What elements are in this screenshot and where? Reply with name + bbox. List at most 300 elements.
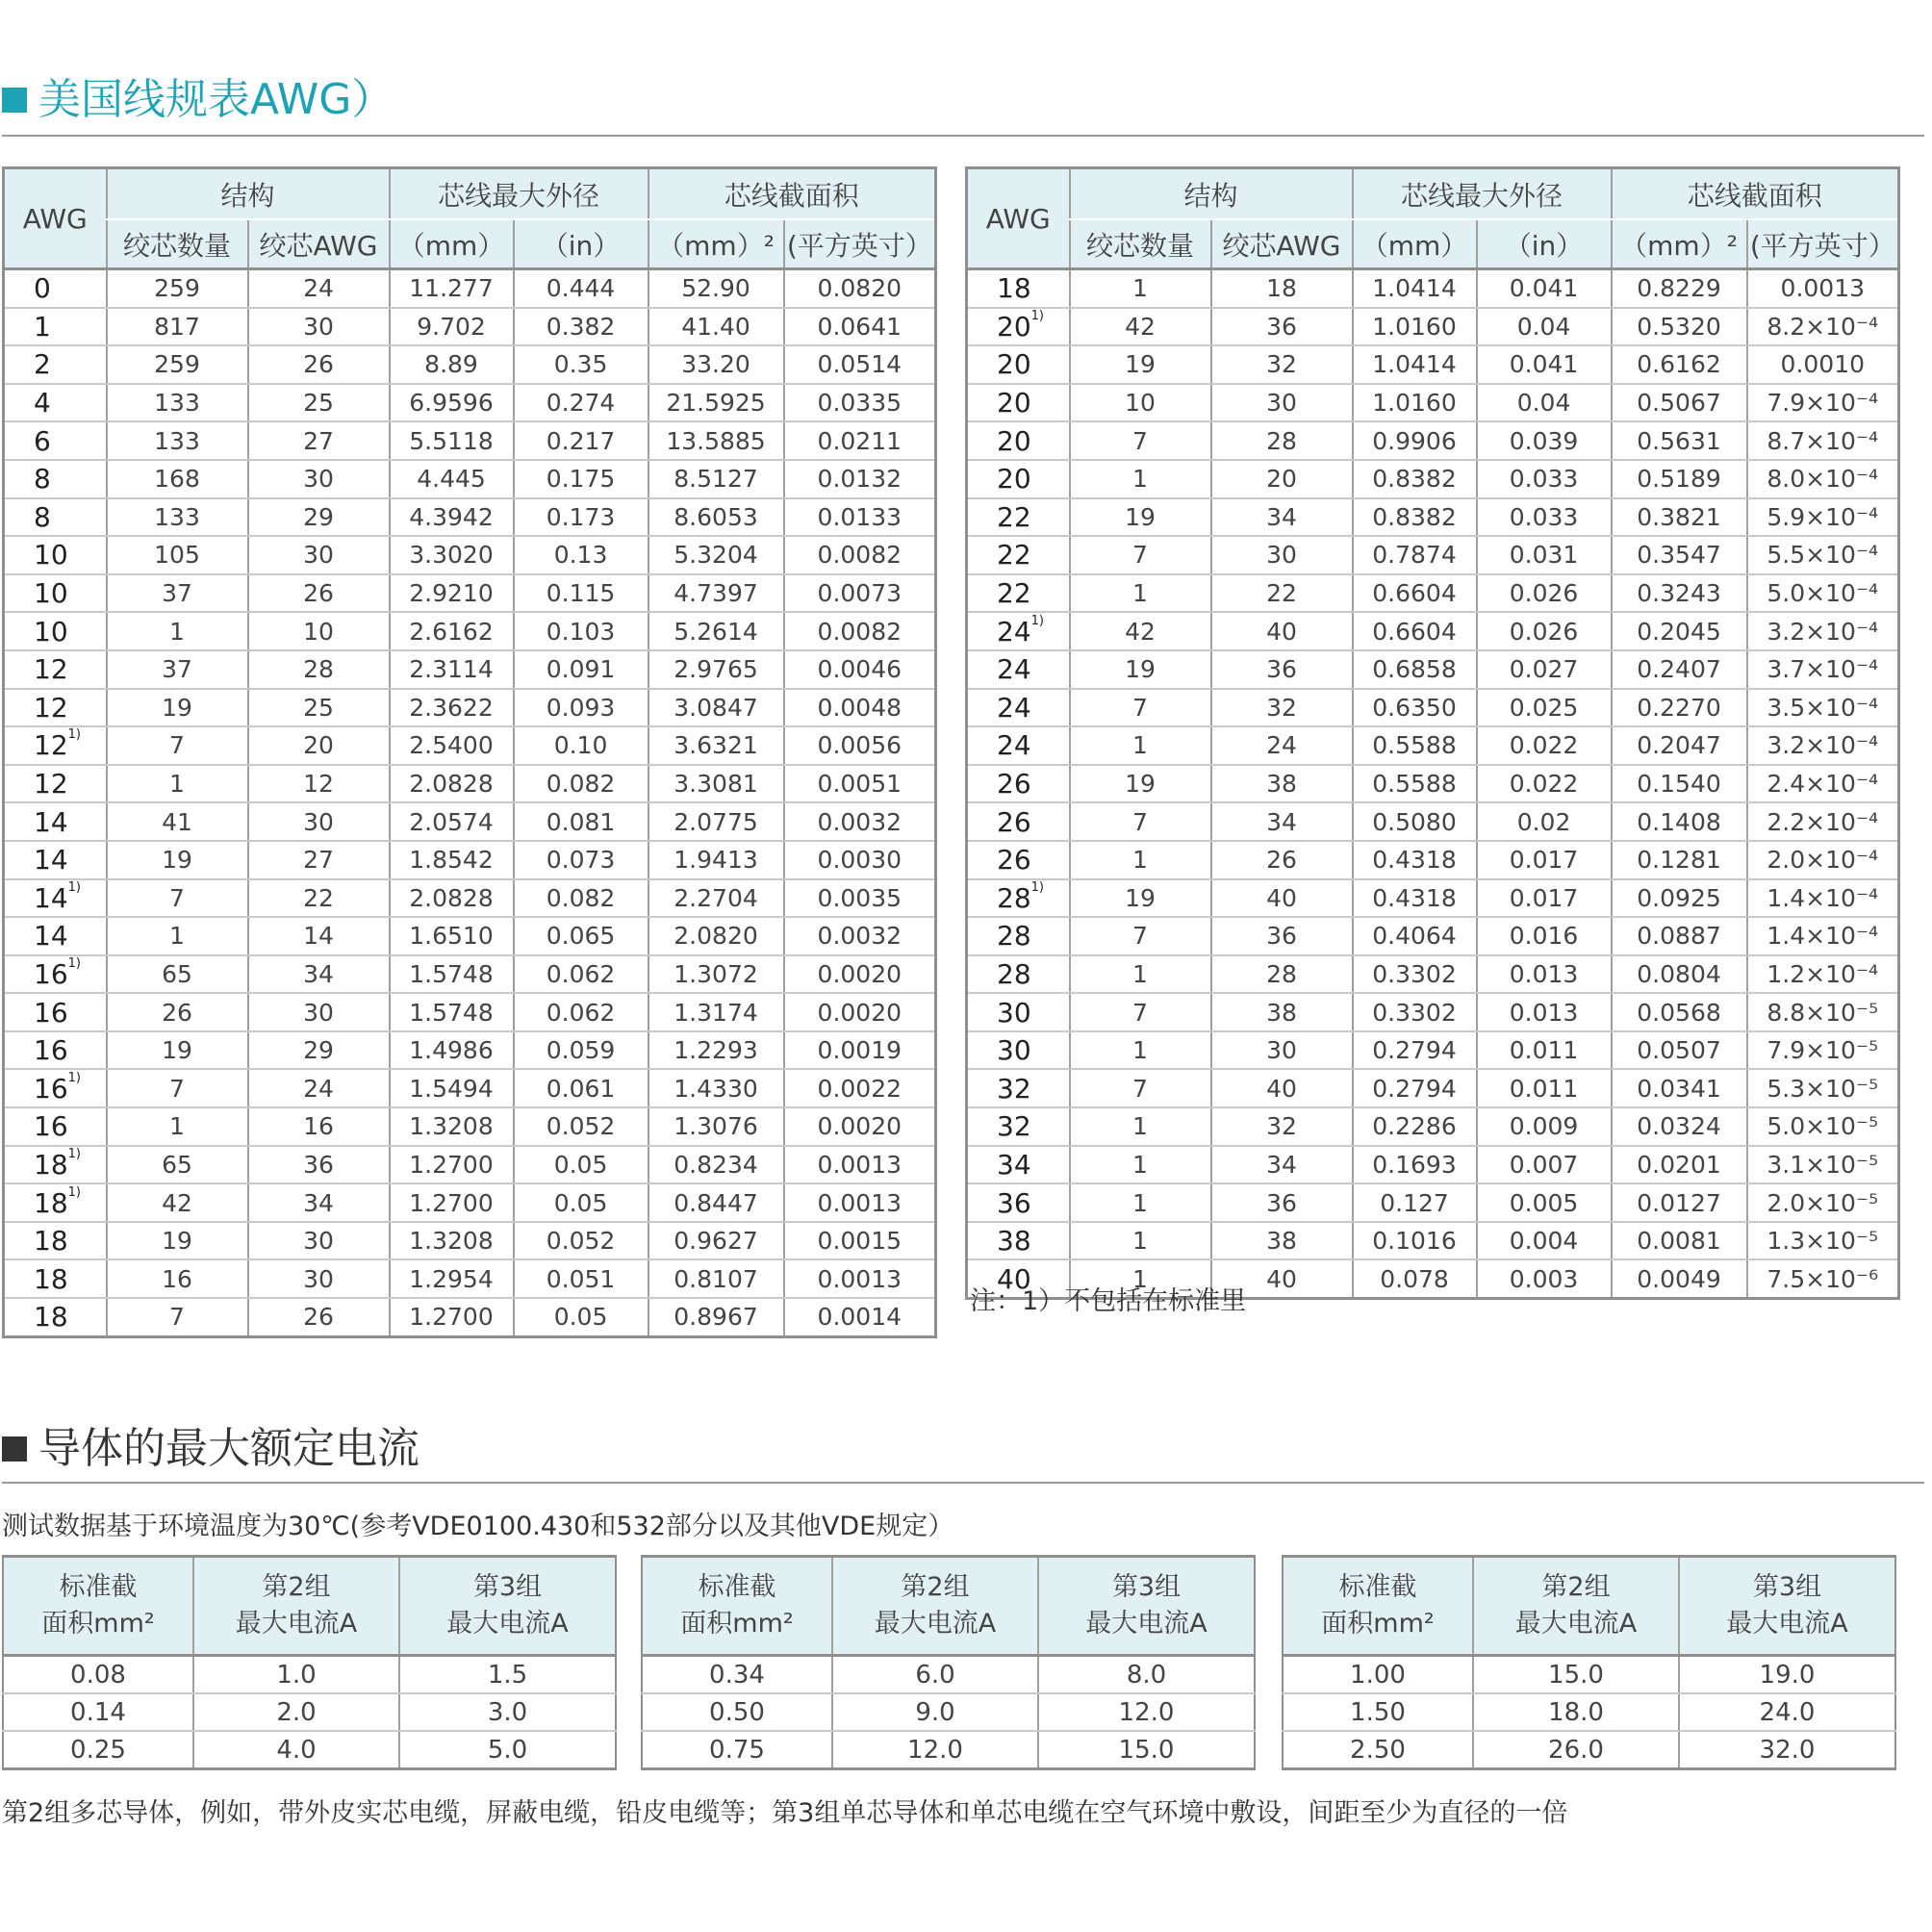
od-in-cell: 0.082 xyxy=(514,765,648,803)
table-row xyxy=(642,1731,1255,1769)
area-sqin-cell: 0.0032 xyxy=(784,917,936,955)
strand-awg-cell: 30 xyxy=(248,1222,390,1260)
od-in-cell: 0.041 xyxy=(1477,345,1612,384)
awg-cell: 20 xyxy=(967,460,1070,498)
area-mm2-cell: 0.0925 xyxy=(1612,879,1747,918)
area-sqin-cell: 0.0010 xyxy=(1747,345,1899,384)
header-structure: 结构 xyxy=(1070,168,1353,220)
od-mm-cell: 0.3302 xyxy=(1353,955,1477,994)
footnote-marker: 1) xyxy=(67,955,81,971)
group3-current-cell: 19.0 xyxy=(1679,1656,1895,1694)
od-in-cell: 0.04 xyxy=(1477,308,1612,346)
table-row xyxy=(967,726,1899,765)
area-mm2-cell: 0.3821 xyxy=(1612,498,1747,537)
awg-footnote: 注：1）不包括在标准里 xyxy=(970,1286,1247,1316)
area-sqin-cell: 5.3×10⁻⁵ xyxy=(1747,1069,1899,1107)
area-sqin-cell: 0.0013 xyxy=(784,1183,936,1222)
table-row xyxy=(4,308,936,346)
table-row xyxy=(4,1222,936,1260)
od-in-cell: 0.025 xyxy=(1477,689,1612,727)
area-mm2-cell: 3.0847 xyxy=(648,689,784,727)
table-row xyxy=(1283,1693,1895,1731)
area-sqin-cell: 0.0820 xyxy=(784,269,936,308)
strand-count-cell: 37 xyxy=(107,574,248,613)
group2-current-cell: 12.0 xyxy=(832,1731,1038,1769)
strand-count-cell: 259 xyxy=(107,269,248,308)
area-mm2-cell: 0.1281 xyxy=(1612,841,1747,879)
strand-count-cell: 1 xyxy=(1070,1183,1211,1222)
table-row xyxy=(4,650,936,689)
table-row xyxy=(4,421,936,460)
od-in-cell: 0.062 xyxy=(514,993,648,1031)
table-row xyxy=(967,384,1899,422)
od-mm-cell: 1.0414 xyxy=(1353,345,1477,384)
footnote-marker: 1) xyxy=(1030,613,1044,628)
od-mm-cell: 0.6604 xyxy=(1353,574,1477,613)
area-mm2-cell: 0.8107 xyxy=(648,1259,784,1298)
od-mm-cell: 2.5400 xyxy=(390,726,514,765)
group2-current-cell: 1.0 xyxy=(193,1656,399,1694)
od-in-cell: 0.081 xyxy=(514,802,648,841)
awg-cell: 10 xyxy=(4,574,107,613)
area-sqin-cell: 0.0211 xyxy=(784,421,936,460)
area-mm2-cell: 8.6053 xyxy=(648,498,784,537)
awg-cell: 18 xyxy=(4,1222,107,1260)
area-mm2-cell: 0.0081 xyxy=(1612,1222,1747,1260)
od-mm-cell: 0.5588 xyxy=(1353,726,1477,765)
od-in-cell: 0.35 xyxy=(514,345,648,384)
od-mm-cell: 2.3114 xyxy=(390,650,514,689)
table-row xyxy=(967,841,1899,879)
od-mm-cell: 1.5494 xyxy=(390,1069,514,1107)
area-sqin-cell: 7.9×10⁻⁴ xyxy=(1747,384,1899,422)
cross-section-cell: 1.50 xyxy=(1283,1693,1473,1731)
strand-count-cell: 26 xyxy=(107,993,248,1031)
header-strand-count: 绞芯数量 xyxy=(107,219,248,269)
area-sqin-cell: 0.0132 xyxy=(784,460,936,498)
group2-current-cell: 15.0 xyxy=(1473,1656,1679,1694)
table-row xyxy=(967,1031,1899,1070)
od-in-cell: 0.082 xyxy=(514,879,648,918)
area-mm2-cell: 1.4330 xyxy=(648,1069,784,1107)
group2-current-cell: 9.0 xyxy=(832,1693,1038,1731)
strand-awg-cell: 28 xyxy=(1211,955,1353,994)
od-in-cell: 0.274 xyxy=(514,384,648,422)
awg-cell: 18 xyxy=(967,269,1070,308)
header-cross-section: 标准截 面积mm² xyxy=(1283,1557,1473,1656)
area-sqin-cell: 5.0×10⁻⁵ xyxy=(1747,1107,1899,1146)
awg-table-left xyxy=(2,166,937,1338)
strand-awg-cell: 30 xyxy=(248,536,390,574)
area-sqin-cell: 0.0046 xyxy=(784,650,936,689)
strand-count-cell: 7 xyxy=(107,1298,248,1336)
od-mm-cell: 1.0414 xyxy=(1353,269,1477,308)
awg-cell: 6 xyxy=(4,421,107,460)
area-mm2-cell: 0.8447 xyxy=(648,1183,784,1222)
area-sqin-cell: 0.0015 xyxy=(784,1222,936,1260)
table-row xyxy=(4,574,936,613)
awg-cell: 30 xyxy=(967,993,1070,1031)
od-mm-cell: 4.3942 xyxy=(390,498,514,537)
od-mm-cell: 0.2794 xyxy=(1353,1069,1477,1107)
strand-count-cell: 19 xyxy=(1070,650,1211,689)
awg-cell: 18$^{1)}$ xyxy=(4,1146,107,1184)
od-mm-cell: 2.3622 xyxy=(390,689,514,727)
area-sqin-cell: 7.5×10⁻⁶ xyxy=(1747,1259,1899,1298)
awg-cell: 28 xyxy=(967,917,1070,955)
strand-count-cell: 1 xyxy=(107,612,248,650)
header-group3: 第3组 最大电流A xyxy=(1679,1557,1895,1656)
area-sqin-cell: 3.5×10⁻⁴ xyxy=(1747,689,1899,727)
od-in-cell: 0.033 xyxy=(1477,460,1612,498)
strand-awg-cell: 28 xyxy=(1211,421,1353,460)
strand-awg-cell: 14 xyxy=(248,917,390,955)
area-sqin-cell: 0.0030 xyxy=(784,841,936,879)
od-in-cell: 0.02 xyxy=(1477,802,1612,841)
group2-current-cell: 2.0 xyxy=(193,1693,399,1731)
table-row xyxy=(967,1183,1899,1222)
awg-cell: 12 xyxy=(4,765,107,803)
area-mm2-cell: 52.90 xyxy=(648,269,784,308)
area-sqin-cell: 2.0×10⁻⁵ xyxy=(1747,1183,1899,1222)
strand-awg-cell: 25 xyxy=(248,689,390,727)
awg-cell: 18 xyxy=(4,1259,107,1298)
od-mm-cell: 1.4986 xyxy=(390,1031,514,1070)
area-mm2-cell: 0.5320 xyxy=(1612,308,1747,346)
area-mm2-cell: 2.0820 xyxy=(648,917,784,955)
od-mm-cell: 2.0574 xyxy=(390,802,514,841)
divider xyxy=(2,135,1924,137)
od-mm-cell: 0.8382 xyxy=(1353,498,1477,537)
table-row xyxy=(1283,1656,1895,1694)
od-in-cell: 0.382 xyxy=(514,308,648,346)
area-mm2-cell: 2.9765 xyxy=(648,650,784,689)
od-mm-cell: 1.8542 xyxy=(390,841,514,879)
area-mm2-cell: 3.3081 xyxy=(648,765,784,803)
awg-cell: 16$^{1)}$ xyxy=(4,1069,107,1107)
table-row xyxy=(967,460,1899,498)
footnote-marker: 1) xyxy=(67,1070,81,1085)
strand-count-cell: 7 xyxy=(1070,917,1211,955)
area-mm2-cell: 0.0568 xyxy=(1612,993,1747,1031)
od-in-cell: 0.017 xyxy=(1477,841,1612,879)
area-mm2-cell: 0.6162 xyxy=(1612,345,1747,384)
awg-cell: 22 xyxy=(967,574,1070,613)
strand-awg-cell: 24 xyxy=(248,1069,390,1107)
area-sqin-cell: 5.5×10⁻⁴ xyxy=(1747,536,1899,574)
area-mm2-cell: 0.1540 xyxy=(1612,765,1747,803)
od-mm-cell: 8.89 xyxy=(390,345,514,384)
od-mm-cell: 0.4318 xyxy=(1353,879,1477,918)
table-row xyxy=(4,765,936,803)
strand-count-cell: 7 xyxy=(1070,689,1211,727)
od-mm-cell: 0.6858 xyxy=(1353,650,1477,689)
header-group3: 第3组 最大电流A xyxy=(399,1557,616,1656)
od-mm-cell: 6.9596 xyxy=(390,384,514,422)
od-mm-cell: 1.3208 xyxy=(390,1222,514,1260)
od-mm-cell: 1.5748 xyxy=(390,955,514,994)
area-sqin-cell: 0.0082 xyxy=(784,536,936,574)
od-mm-cell: 1.2700 xyxy=(390,1298,514,1336)
strand-awg-cell: 32 xyxy=(1211,345,1353,384)
area-mm2-cell: 1.9413 xyxy=(648,841,784,879)
od-in-cell: 0.05 xyxy=(514,1183,648,1222)
od-mm-cell: 1.2700 xyxy=(390,1146,514,1184)
area-sqin-cell: 0.0082 xyxy=(784,612,936,650)
header-structure: 结构 xyxy=(107,168,390,220)
area-sqin-cell: 0.0051 xyxy=(784,765,936,803)
od-in-cell: 0.065 xyxy=(514,917,648,955)
strand-awg-cell: 26 xyxy=(248,1298,390,1336)
od-in-cell: 0.173 xyxy=(514,498,648,537)
od-mm-cell: 1.2954 xyxy=(390,1259,514,1298)
table-row xyxy=(967,574,1899,613)
table-row xyxy=(4,1259,936,1298)
strand-awg-cell: 30 xyxy=(248,802,390,841)
table-row xyxy=(4,917,936,955)
awg-cell: 32 xyxy=(967,1107,1070,1146)
strand-awg-cell: 22 xyxy=(248,879,390,918)
awg-cell: 14 xyxy=(4,802,107,841)
header-mm2: （mm）² xyxy=(1612,219,1747,269)
od-mm-cell: 0.6350 xyxy=(1353,689,1477,727)
table-row xyxy=(4,1146,936,1184)
area-mm2-cell: 0.5067 xyxy=(1612,384,1747,422)
area-sqin-cell: 0.0013 xyxy=(784,1146,936,1184)
od-mm-cell: 0.4318 xyxy=(1353,841,1477,879)
awg-cell: 14 xyxy=(4,841,107,879)
od-in-cell: 0.091 xyxy=(514,650,648,689)
area-mm2-cell: 0.0341 xyxy=(1612,1069,1747,1107)
od-mm-cell: 3.3020 xyxy=(390,536,514,574)
strand-awg-cell: 40 xyxy=(1211,1259,1353,1298)
table-row xyxy=(4,612,936,650)
area-sqin-cell: 1.2×10⁻⁴ xyxy=(1747,955,1899,994)
awg-cell: 12$^{1)}$ xyxy=(4,726,107,765)
table-row xyxy=(967,993,1899,1031)
section-title-text: 导体的最大额定电流 xyxy=(38,1424,419,1473)
od-mm-cell: 1.2700 xyxy=(390,1183,514,1222)
area-sqin-cell: 8.0×10⁻⁴ xyxy=(1747,460,1899,498)
area-sqin-cell: 0.0022 xyxy=(784,1069,936,1107)
awg-cell: 24 xyxy=(967,650,1070,689)
footnote-marker: 1) xyxy=(67,727,81,743)
od-in-cell: 0.016 xyxy=(1477,917,1612,955)
awg-cell: 12 xyxy=(4,689,107,727)
strand-count-cell: 817 xyxy=(107,308,248,346)
strand-awg-cell: 34 xyxy=(1211,802,1353,841)
header-strand-awg: 绞芯AWG xyxy=(248,219,390,269)
awg-table-right xyxy=(965,166,1900,1300)
od-mm-cell: 0.5080 xyxy=(1353,802,1477,841)
strand-count-cell: 10 xyxy=(1070,384,1211,422)
area-mm2-cell: 4.7397 xyxy=(648,574,784,613)
area-sqin-cell: 2.2×10⁻⁴ xyxy=(1747,802,1899,841)
od-in-cell: 0.033 xyxy=(1477,498,1612,537)
awg-cell: 22 xyxy=(967,498,1070,537)
table-row xyxy=(967,650,1899,689)
strand-count-cell: 41 xyxy=(107,802,248,841)
awg-cell: 20 xyxy=(967,384,1070,422)
strand-count-cell: 7 xyxy=(107,726,248,765)
strand-count-cell: 37 xyxy=(107,650,248,689)
od-in-cell: 0.062 xyxy=(514,955,648,994)
area-mm2-cell: 13.5885 xyxy=(648,421,784,460)
od-in-cell: 0.217 xyxy=(514,421,648,460)
group2-current-cell: 18.0 xyxy=(1473,1693,1679,1731)
awg-cell: 16 xyxy=(4,1107,107,1146)
od-in-cell: 0.026 xyxy=(1477,574,1612,613)
current-table-2 xyxy=(641,1555,1256,1770)
od-in-cell: 0.103 xyxy=(514,612,648,650)
strand-awg-cell: 38 xyxy=(1211,993,1353,1031)
group3-current-cell: 1.5 xyxy=(399,1656,616,1694)
header-in: （in） xyxy=(1477,219,1612,269)
strand-awg-cell: 26 xyxy=(1211,841,1353,879)
table-row xyxy=(967,879,1899,918)
area-mm2-cell: 0.0887 xyxy=(1612,917,1747,955)
area-mm2-cell: 0.0201 xyxy=(1612,1146,1747,1184)
group3-current-cell: 8.0 xyxy=(1038,1656,1255,1694)
od-in-cell: 0.13 xyxy=(514,536,648,574)
strand-awg-cell: 36 xyxy=(1211,1183,1353,1222)
group3-current-cell: 24.0 xyxy=(1679,1693,1895,1731)
header-max-od: 芯线最大外径 xyxy=(390,168,648,220)
area-mm2-cell: 0.8967 xyxy=(648,1298,784,1336)
area-sqin-cell: 0.0133 xyxy=(784,498,936,537)
area-sqin-cell: 2.4×10⁻⁴ xyxy=(1747,765,1899,803)
header-cross-section: 标准截 面积mm² xyxy=(642,1557,832,1656)
area-mm2-cell: 41.40 xyxy=(648,308,784,346)
strand-count-cell: 65 xyxy=(107,1146,248,1184)
od-in-cell: 0.052 xyxy=(514,1107,648,1146)
table-row xyxy=(967,1069,1899,1107)
cross-section-cell: 0.34 xyxy=(642,1656,832,1694)
strand-awg-cell: 36 xyxy=(248,1146,390,1184)
strand-count-cell: 42 xyxy=(1070,612,1211,650)
strand-awg-cell: 18 xyxy=(1211,269,1353,308)
header-cross-section: 芯线截面积 xyxy=(1612,168,1899,220)
od-mm-cell: 2.0828 xyxy=(390,879,514,918)
od-in-cell: 0.005 xyxy=(1477,1183,1612,1222)
table-row xyxy=(3,1731,616,1769)
strand-count-cell: 19 xyxy=(1070,879,1211,918)
od-mm-cell: 1.6510 xyxy=(390,917,514,955)
od-in-cell: 0.022 xyxy=(1477,765,1612,803)
od-in-cell: 0.444 xyxy=(514,269,648,308)
od-in-cell: 0.059 xyxy=(514,1031,648,1070)
table-row xyxy=(967,689,1899,727)
strand-awg-cell: 36 xyxy=(1211,917,1353,955)
strand-count-cell: 1 xyxy=(1070,574,1211,613)
awg-cell: 8 xyxy=(4,460,107,498)
strand-count-cell: 1 xyxy=(1070,841,1211,879)
strand-awg-cell: 32 xyxy=(1211,1107,1353,1146)
strand-count-cell: 105 xyxy=(107,536,248,574)
area-mm2-cell: 0.2047 xyxy=(1612,726,1747,765)
od-in-cell: 0.061 xyxy=(514,1069,648,1107)
od-in-cell: 0.073 xyxy=(514,841,648,879)
area-mm2-cell: 0.1408 xyxy=(1612,802,1747,841)
strand-count-cell: 7 xyxy=(107,1069,248,1107)
strand-count-cell: 7 xyxy=(1070,993,1211,1031)
area-mm2-cell: 0.5631 xyxy=(1612,421,1747,460)
current-table-1 xyxy=(2,1555,617,1770)
strand-count-cell: 42 xyxy=(107,1183,248,1222)
od-mm-cell: 5.5118 xyxy=(390,421,514,460)
group3-current-cell: 5.0 xyxy=(399,1731,616,1769)
strand-awg-cell: 16 xyxy=(248,1107,390,1146)
od-in-cell: 0.05 xyxy=(514,1298,648,1336)
strand-count-cell: 16 xyxy=(107,1259,248,1298)
area-mm2-cell: 0.3243 xyxy=(1612,574,1747,613)
strand-awg-cell: 24 xyxy=(1211,726,1353,765)
table-row xyxy=(967,765,1899,803)
strand-count-cell: 65 xyxy=(107,955,248,994)
area-mm2-cell: 1.2293 xyxy=(648,1031,784,1070)
od-in-cell: 0.031 xyxy=(1477,536,1612,574)
strand-awg-cell: 12 xyxy=(248,765,390,803)
strand-awg-cell: 36 xyxy=(1211,650,1353,689)
strand-count-cell: 1 xyxy=(1070,1107,1211,1146)
area-mm2-cell: 0.0324 xyxy=(1612,1107,1747,1146)
header-awg: AWG xyxy=(4,168,107,269)
table-row xyxy=(4,993,936,1031)
od-mm-cell: 0.4064 xyxy=(1353,917,1477,955)
table-row xyxy=(4,1298,936,1336)
od-in-cell: 0.04 xyxy=(1477,384,1612,422)
strand-count-cell: 7 xyxy=(1070,1069,1211,1107)
od-in-cell: 0.10 xyxy=(514,726,648,765)
area-sqin-cell: 7.9×10⁻⁵ xyxy=(1747,1031,1899,1070)
awg-cell: 1 xyxy=(4,308,107,346)
awg-cell: 30 xyxy=(967,1031,1070,1070)
od-in-cell: 0.004 xyxy=(1477,1222,1612,1260)
table-row xyxy=(4,460,936,498)
group3-current-cell: 3.0 xyxy=(399,1693,616,1731)
group3-current-cell: 15.0 xyxy=(1038,1731,1255,1769)
header-mm: （mm） xyxy=(1353,219,1477,269)
strand-count-cell: 19 xyxy=(107,1222,248,1260)
awg-cell: 26 xyxy=(967,765,1070,803)
awg-cell: 26 xyxy=(967,841,1070,879)
group2-current-cell: 6.0 xyxy=(832,1656,1038,1694)
table-row xyxy=(967,802,1899,841)
strand-awg-cell: 30 xyxy=(248,460,390,498)
strand-count-cell: 1 xyxy=(1070,269,1211,308)
square-bullet-icon xyxy=(2,1436,27,1462)
table-row xyxy=(967,421,1899,460)
table-row xyxy=(642,1656,1255,1694)
strand-awg-cell: 30 xyxy=(248,1259,390,1298)
area-sqin-cell: 2.0×10⁻⁴ xyxy=(1747,841,1899,879)
table-row xyxy=(642,1693,1255,1731)
area-sqin-cell: 0.0514 xyxy=(784,345,936,384)
strand-awg-cell: 34 xyxy=(1211,1146,1353,1184)
table-row xyxy=(4,269,936,308)
table-row xyxy=(4,689,936,727)
od-mm-cell: 0.127 xyxy=(1353,1183,1477,1222)
table-row xyxy=(4,384,936,422)
strand-awg-cell: 26 xyxy=(248,345,390,384)
od-mm-cell: 0.1693 xyxy=(1353,1146,1477,1184)
awg-cell: 14 xyxy=(4,917,107,955)
table-row xyxy=(967,917,1899,955)
strand-count-cell: 259 xyxy=(107,345,248,384)
strand-count-cell: 1 xyxy=(107,765,248,803)
awg-cell: 36 xyxy=(967,1183,1070,1222)
strand-awg-cell: 40 xyxy=(1211,879,1353,918)
